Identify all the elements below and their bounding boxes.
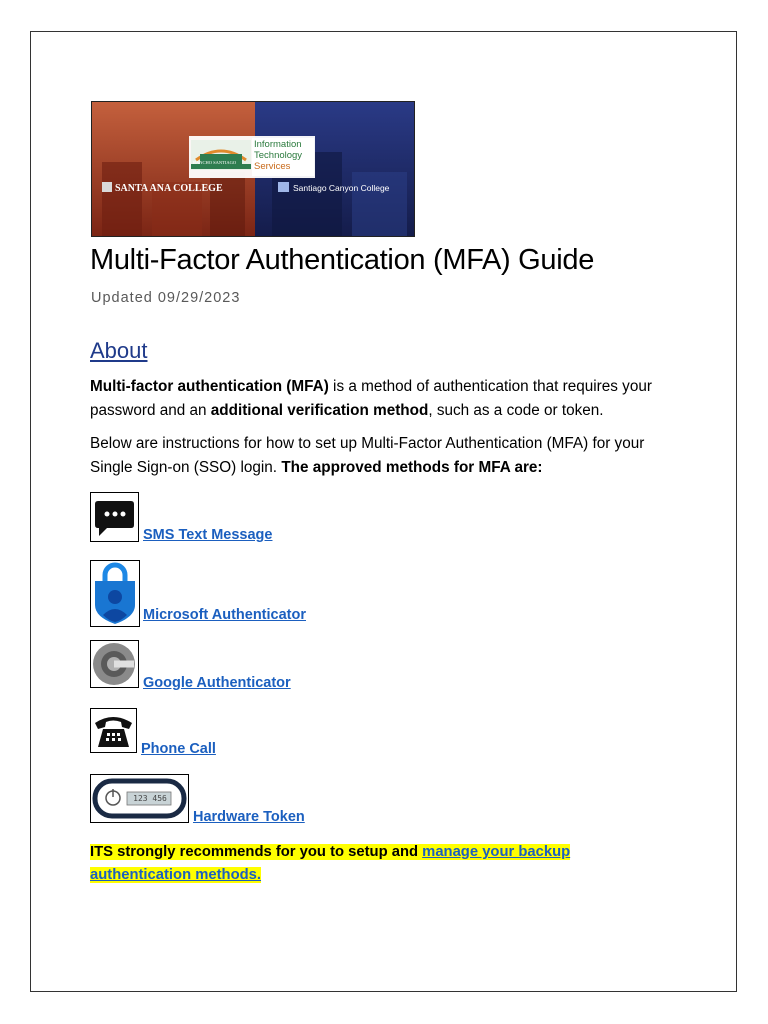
its-label-line3: Services bbox=[254, 161, 291, 172]
about-paragraph-2 bbox=[90, 432, 680, 480]
document-title: Multi-Factor Authentication (MFA) Guide bbox=[90, 244, 595, 276]
backup-methods-callout bbox=[90, 841, 610, 887]
about-paragraph-1 bbox=[90, 375, 680, 423]
approved-methods-lead: The approved methods for MFA are: bbox=[281, 459, 543, 476]
about-p2-text: Below are instructions for how to set up Multi-Factor Authentication (MFA) for your Single Sign-on (SSO) login. bbox=[90, 435, 645, 476]
updated-date: Updated 09/29/2023 bbox=[91, 290, 241, 306]
sac-shield-icon bbox=[102, 182, 112, 192]
its-label-line1: Information bbox=[254, 139, 302, 150]
scc-label-text: Santiago Canyon College bbox=[293, 183, 390, 193]
sms-chat-icon bbox=[90, 492, 139, 542]
hardware-token-icon bbox=[90, 774, 189, 823]
about-heading: About bbox=[90, 338, 148, 363]
telephone-icon bbox=[90, 708, 137, 753]
sms-text-message-link[interactable]: SMS Text Message bbox=[143, 527, 273, 543]
about-p1-text-a: is a method of authentication that requires your password and an bbox=[90, 378, 652, 419]
phone-call-link[interactable]: Phone Call bbox=[141, 741, 216, 757]
sac-label-text: SANTA ANA COLLEGE bbox=[115, 183, 223, 194]
microsoft-authenticator-link[interactable]: Microsoft Authenticator bbox=[143, 607, 306, 623]
additional-verification-term: additional verification method bbox=[210, 402, 429, 419]
hardware-token-link[interactable]: Hardware Token bbox=[193, 809, 305, 825]
its-label-line2: Technology bbox=[254, 150, 303, 161]
its-banner-image bbox=[91, 101, 415, 237]
token-digits: 123 456 bbox=[133, 794, 167, 803]
rsccd-caption: RANCHO SANTIAGO bbox=[193, 160, 237, 165]
scc-logo-label bbox=[278, 182, 389, 193]
about-p1-text-b: , such as a code or token. bbox=[428, 402, 604, 419]
google-authenticator-link[interactable]: Google Authenticator bbox=[143, 675, 291, 691]
microsoft-authenticator-icon bbox=[90, 560, 140, 627]
scc-emblem-icon bbox=[278, 182, 289, 192]
google-authenticator-icon bbox=[90, 640, 139, 688]
sac-logo-label bbox=[102, 182, 223, 194]
manage-backup-methods-link[interactable]: manage your backup authentication methods. bbox=[90, 844, 571, 883]
callout-text: ITS strongly recommends for you to setup and bbox=[90, 844, 423, 860]
mfa-term: Multi-factor authentication (MFA) bbox=[90, 378, 329, 395]
its-label bbox=[254, 139, 302, 172]
